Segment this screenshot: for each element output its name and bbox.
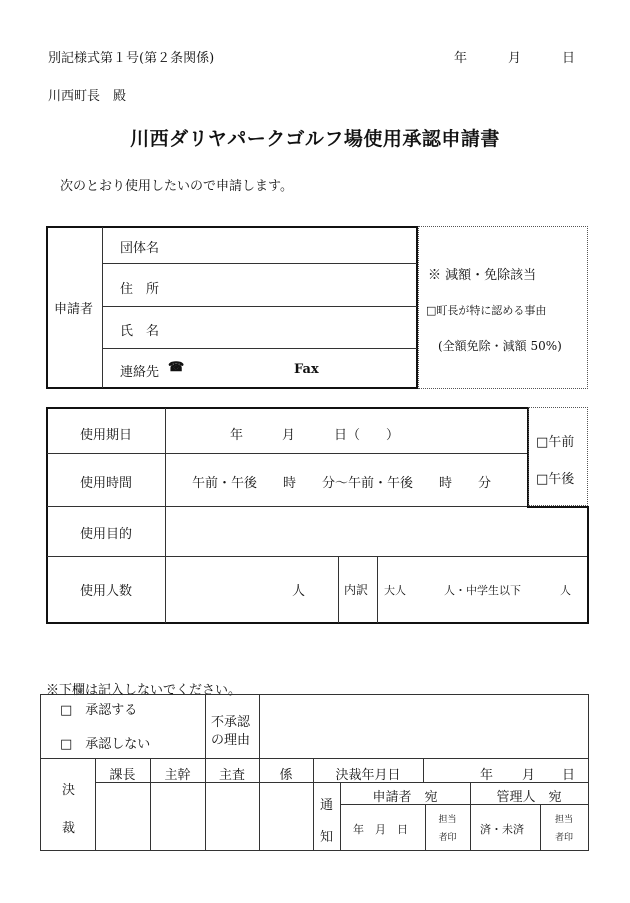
form-number: 別記様式第１号(第２条関係) [48,51,215,66]
tanto-label-4: 者印 [554,833,573,843]
to-applicant: 申請者 宛 [372,790,438,805]
decision-date-label: 決裁年月日 [335,768,401,783]
office-note: ※下欄は記入しないでください。 [46,683,242,698]
to-manager: 管理人 宛 [496,790,562,805]
col-shukan: 主幹 [164,768,191,783]
date-day-label: 日 [562,51,576,66]
tanto-label-2: 者印 [438,833,457,843]
discount-option: □町長が特に認める事由 [426,304,547,317]
col-kakari: 係 [279,768,293,783]
disapprove-option[interactable]: □ 承認しない [60,737,151,752]
addressee: 川西町長 殿 [48,89,127,104]
reason-label-2: の理由 [211,733,251,748]
tanto-label-3: 担当 [554,815,573,825]
decision-year: 年 [480,768,494,783]
kessai-label-1: 決 [62,783,76,798]
am-pm-box [528,407,588,506]
count-unit: 人 [292,584,306,599]
col-kacho: 課長 [109,768,136,783]
contact-label: 連絡先 [120,365,160,380]
usage-count-label: 使用人数 [80,584,133,599]
adults-label: 大人 [384,584,406,597]
decision-day: 日 [562,768,576,783]
decision-month: 月 [522,768,536,783]
applicant-section-label: 申請者 [54,302,94,317]
tanto-label-1: 担当 [438,815,457,825]
group-name-label: 団体名 [120,241,160,256]
notice-label-1: 通 [320,798,334,813]
approve-option[interactable]: □ 承認する [60,703,138,718]
usage-time-label: 使用時間 [80,476,133,491]
usage-date-value: 年 月 日（ ） [230,428,400,443]
page-title: 川西ダリヤパークゴルフ場使用承認申請書 [130,128,500,150]
notice-label-2: 知 [320,830,334,845]
date-month-label: 月 [508,51,522,66]
done-pending: 済・未済 [480,823,524,836]
am-option[interactable]: □午前 [536,435,575,450]
usage-time-value: 午前・午後 時 分～午前・午後 時 分 [192,476,492,491]
discount-note: (全額免除・減額 50%) [438,339,562,353]
usage-purpose-label: 使用目的 [80,527,133,542]
col-shusa: 主査 [218,768,245,783]
intro-text: 次のとおり使用したいので申請します。 [60,179,293,194]
reason-label-1: 不承認 [211,715,251,730]
discount-mark: ※ 減額・免除該当 [428,268,537,283]
children-unit: 人 [560,584,571,597]
name-label: 氏 名 [120,324,160,339]
usage-date-label: 使用期日 [80,428,133,443]
pm-option[interactable]: □午後 [536,472,575,487]
breakdown-label: 内訳 [344,583,369,597]
phone-icon: ☎ [168,360,185,375]
kessai-label-2: 裁 [62,821,76,836]
address-label: 住 所 [120,282,160,297]
date-year-label: 年 [454,51,468,66]
notice-ymd: 年 月 日 [353,823,408,836]
fax-label: Fax [294,362,319,377]
adults-unit: 人・中学生以下 [444,584,521,597]
